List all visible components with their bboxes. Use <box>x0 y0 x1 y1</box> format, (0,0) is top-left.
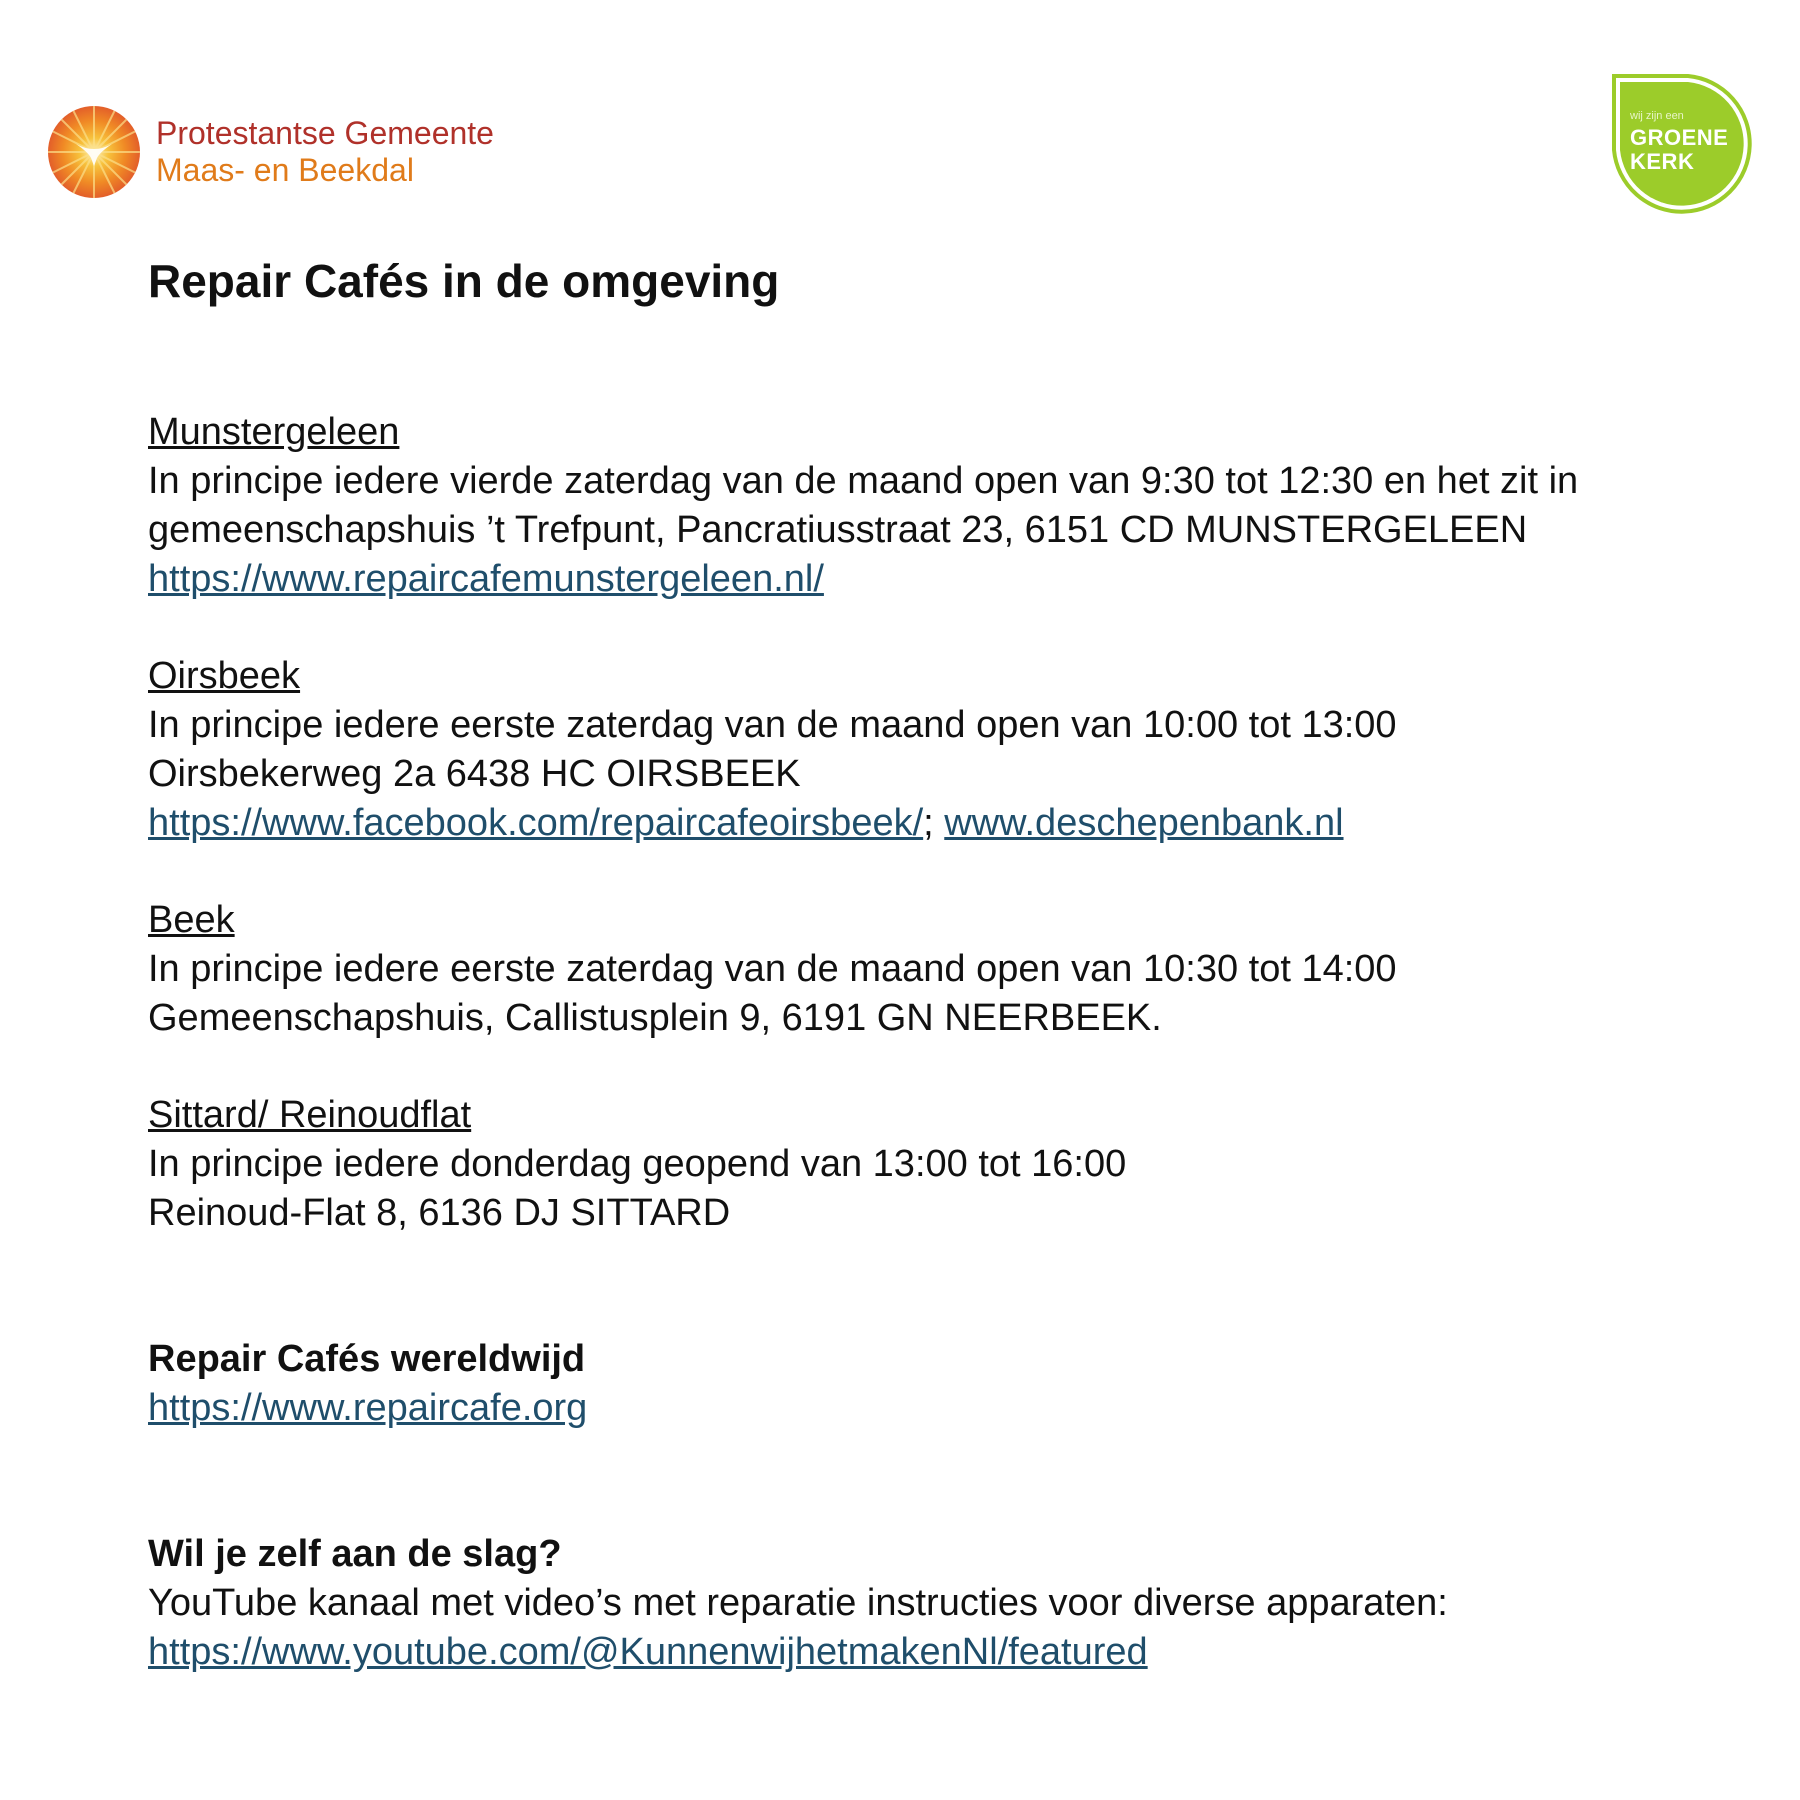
badge-title-line2: KERK <box>1630 149 1695 174</box>
location-schedule: In principe iedere donderdag geopend van 13:00 tot 16:00 <box>148 1143 1127 1185</box>
facebook-link[interactable]: https://www.facebook.com/repaircafeoirsbeek/ <box>148 802 924 844</box>
location-schedule: In principe iedere eerste zaterdag van de maand open van 10:00 tot 13:00 <box>148 704 1397 746</box>
location-name: Munstergeleen <box>148 411 400 453</box>
org-name-line1: Protestantse Gemeente <box>156 115 494 151</box>
location-website-link[interactable]: https://www.repaircafemunstergeleen.nl/ <box>148 558 824 600</box>
location-address: gemeenschapshuis ’t Trefpunt, Pancratiusstraat 23, 6151 CD MUNSTERGELEEN <box>148 509 1528 551</box>
sun-cross-icon <box>48 106 140 198</box>
location-address: Oirsbekerweg 2a 6438 HC OIRSBEEK <box>148 753 801 795</box>
link-separator: ; <box>923 802 934 844</box>
location-name: Oirsbeek <box>148 655 301 697</box>
church-logo <box>48 106 494 198</box>
groene-kerk-badge <box>1608 70 1760 222</box>
location-schedule: In principe iedere eerste zaterdag van de maand open van 10:30 tot 14:00 <box>148 948 1397 990</box>
location-schedule: In principe iedere vierde zaterdag van de maand open van 9:30 tot 12:30 en het zit in <box>148 460 1579 502</box>
location-oirsbeek <box>148 652 1397 848</box>
diy-text: YouTube kanaal met video’s met reparatie instructies voor diverse apparaten: <box>148 1582 1448 1624</box>
schepenbank-link[interactable]: www.deschepenbank.nl <box>944 802 1344 844</box>
location-munstergeleen <box>148 408 1578 604</box>
worldwide-heading: Repair Cafés wereldwijd <box>148 1338 586 1380</box>
diy-section <box>148 1530 1448 1677</box>
badge-title-line1: GROENE <box>1630 125 1729 150</box>
location-address: Gemeenschapshuis, Callistusplein 9, 6191 GN NEERBEEK. <box>148 997 1162 1039</box>
page-title: Repair Cafés in de omgeving <box>148 255 780 307</box>
badge-tagline: wij zijn een <box>1630 110 1684 122</box>
location-name: Sittard/ Reinoudflat <box>148 1094 472 1136</box>
org-name-line2: Maas- en Beekdal <box>156 152 414 188</box>
location-beek <box>148 896 1397 1043</box>
worldwide-section <box>148 1335 587 1433</box>
location-sittard <box>148 1091 1126 1238</box>
repaircafe-org-link[interactable]: https://www.repaircafe.org <box>148 1387 588 1429</box>
youtube-link[interactable]: https://www.youtube.com/@KunnenwijhetmakenNl/featured <box>148 1631 1148 1673</box>
location-address: Reinoud-Flat 8, 6136 DJ SITTARD <box>148 1192 731 1234</box>
location-name: Beek <box>148 899 235 941</box>
diy-heading: Wil je zelf aan de slag? <box>148 1533 562 1575</box>
